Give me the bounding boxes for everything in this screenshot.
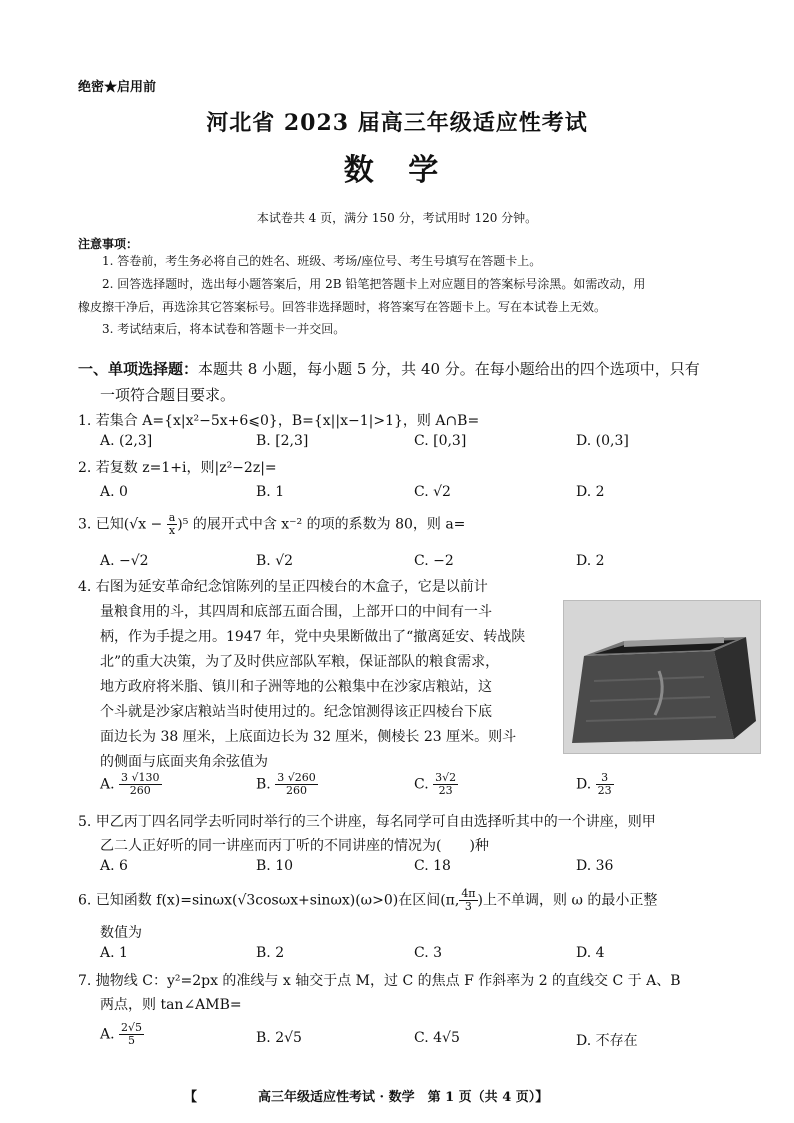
question-5-line1: 5. 甲乙丙丁四名同学去听同时举行的三个讲座，每名同学可自由选择听其中的一个讲座，则甲	[78, 814, 656, 830]
q3-option-b: B. √2	[256, 553, 294, 569]
q5-option-b: B. 10	[256, 858, 294, 874]
q4-option-b	[256, 772, 318, 797]
note-item: 1. 答卷前，考生务必将自己的姓名、班级、考场/座位号、考生号填写在答题卡上。	[102, 254, 542, 268]
q3-option-a: A. −√2	[100, 553, 149, 569]
q6-option-d: D. 4	[576, 945, 605, 961]
q4-d-fraction	[596, 772, 614, 797]
q5-option-c: C. 18	[414, 858, 451, 874]
q3-fraction	[167, 512, 178, 537]
q4-line: 的侧面与底面夹角余弦值为	[100, 754, 268, 770]
question-6-line2: 数值为	[100, 925, 142, 941]
q4-d-den: 23	[597, 784, 612, 797]
q4-d-label: D.	[576, 776, 592, 793]
q1-option-a: A. (2,3]	[100, 433, 153, 449]
grain-measure-photo	[563, 600, 761, 754]
q7-option-d: D. 不存在	[576, 1033, 638, 1049]
q6-stem-post: )上不单调，则 ω 的最小正整	[477, 892, 658, 909]
q6-fraction	[459, 888, 477, 913]
q4-line: 面边长为 38 厘米，上底面边长为 32 厘米，侧棱长 23 厘米。则斗	[100, 729, 517, 745]
q4-option-a	[100, 772, 162, 797]
question-5-line2: 乙二人正好听的同一讲座而丙丁听的不同讲座的情况为( )种	[100, 838, 489, 854]
question-6-stem	[78, 888, 657, 913]
q4-b-label: B.	[256, 776, 271, 793]
q4-line: 北”的重大决策，为了及时供应部队军粮，保证部队的粮食需求，	[100, 654, 500, 670]
q7-a-fraction	[119, 1022, 144, 1047]
q6-stem-pre: 6. 已知函数 f(x)=sinωx(√3cosωx+sinωx)(ω>0)在区间(π,	[78, 892, 460, 909]
q4-d-num: 3	[596, 772, 614, 785]
q3-stem-pre: 3. 已知(√x −	[78, 516, 163, 533]
q7-a-label: A.	[100, 1026, 115, 1043]
q3-stem-post: )⁵ 的展开式中含 x⁻² 的项的系数为 80，则 a=	[177, 516, 466, 533]
question-1-stem: 1. 若集合 A={x|x²−5x+6⩽0}，B={x||x−1|>1}，则 A∩B=	[78, 413, 480, 429]
q1-option-d: D. (0,3]	[576, 433, 629, 449]
footer-bracket: 【	[184, 1090, 198, 1105]
q4-a-den: 260	[129, 784, 151, 797]
q7-a-den: 5	[128, 1034, 136, 1047]
q7-option-c: C. 4√5	[414, 1030, 460, 1046]
section-desc-2: 一项符合题目要求。	[100, 386, 236, 404]
q3-frac-den: x	[168, 524, 176, 537]
q3-option-d: D. 2	[576, 553, 605, 569]
subject-title: 数 学	[343, 153, 451, 188]
q4-b-fraction	[275, 772, 318, 797]
q5-option-d: D. 36	[576, 858, 614, 874]
q4-b-den: 260	[285, 784, 307, 797]
question-7-line2: 两点，则 tan∠AMB=	[100, 997, 242, 1013]
q6-frac-den: 3	[464, 900, 472, 913]
q4-c-num: 3√2	[435, 771, 457, 784]
q4-line: 4. 右图为延安革命纪念馆陈列的呈正四棱台的木盒子，它是以前计	[78, 579, 488, 595]
q4-option-d	[576, 772, 614, 797]
note-item: 橡皮擦干净后，再选涂其它答案标号。回答非选择题时，将答案写在答题卡上。写在本试卷上无效。	[78, 300, 607, 314]
notes-heading: 注意事项：	[78, 237, 139, 251]
q4-c-den: 23	[438, 784, 453, 797]
q4-b-num: 3 √260	[277, 771, 316, 784]
q7-option-b: B. 2√5	[256, 1030, 302, 1046]
q5-option-a: A. 6	[100, 858, 128, 874]
question-7-line1: 7. 抛物线 C：y²=2px 的准线与 x 轴交于点 M，过 C 的焦点 F 作斜率为 2 的直线交 C 于 A、B	[78, 973, 681, 989]
q4-line: 个斗就是沙家店粮站当时使用过的。纪念馆测得该正四棱台下底	[100, 704, 492, 720]
q3-frac-num: a	[168, 511, 176, 524]
section-desc: 本题共 8 小题，每小题 5 分，共 40 分。在每小题给出的四个选项中，只有	[198, 360, 700, 378]
q4-line: 柄，作为手提之用。1947 年，党中央果断做出了“撤离延安、转战陕	[100, 629, 526, 645]
q7-a-num: 2√5	[121, 1021, 143, 1034]
exam-intro: 本试卷共 4 页，满分 150 分，考试用时 120 分钟。	[256, 211, 538, 225]
q6-frac-num: 4π	[461, 887, 476, 900]
grain-measure-illustration	[564, 601, 760, 753]
q1-option-b: B. [2,3]	[256, 433, 309, 449]
q4-c-label: C.	[414, 776, 429, 793]
note-item: 3. 考试结束后，将本试卷和答题卡一并交回。	[102, 322, 346, 336]
q6-option-a: A. 1	[100, 945, 128, 961]
q2-option-c: C. √2	[414, 484, 451, 500]
q2-option-d: D. 2	[576, 484, 605, 500]
q4-a-label: A.	[100, 776, 115, 793]
secret-mark: 绝密★启用前	[78, 80, 157, 95]
section-header	[78, 358, 700, 379]
q2-option-a: A. 0	[100, 484, 128, 500]
q1-option-c: C. [0,3]	[414, 433, 467, 449]
page-footer: 高三年级适应性考试 · 数学 第 1 页（共 4 页）】	[258, 1090, 549, 1105]
q4-option-c	[414, 772, 458, 797]
note-item: 2. 回答选择题时，选出每小题答案后，用 2B 铅笔把答题卡上对应题目的答案标号涂黑。如需改动，用	[102, 277, 646, 291]
q4-a-fraction	[119, 772, 162, 797]
q4-a-num: 3 √130	[121, 771, 160, 784]
section-heading: 一、单项选择题：	[78, 360, 199, 378]
q3-option-c: C. −2	[414, 553, 454, 569]
q4-line: 量粮食用的斗，其四周和底部五面合围，上部开口的中间有一斗	[100, 604, 492, 620]
q4-c-fraction	[433, 772, 458, 797]
q6-option-b: B. 2	[256, 945, 285, 961]
question-3-stem	[78, 512, 465, 537]
question-2-stem: 2. 若复数 z=1+i，则|z²−2z|=	[78, 460, 277, 476]
exam-title: 河北省 2023 届高三年级适应性考试	[206, 110, 588, 136]
q4-line: 地方政府将米脂、镇川和子洲等地的公粮集中在沙家店粮站，这	[100, 679, 492, 695]
q6-option-c: C. 3	[414, 945, 443, 961]
q7-option-a	[100, 1022, 144, 1047]
q2-option-b: B. 1	[256, 484, 285, 500]
